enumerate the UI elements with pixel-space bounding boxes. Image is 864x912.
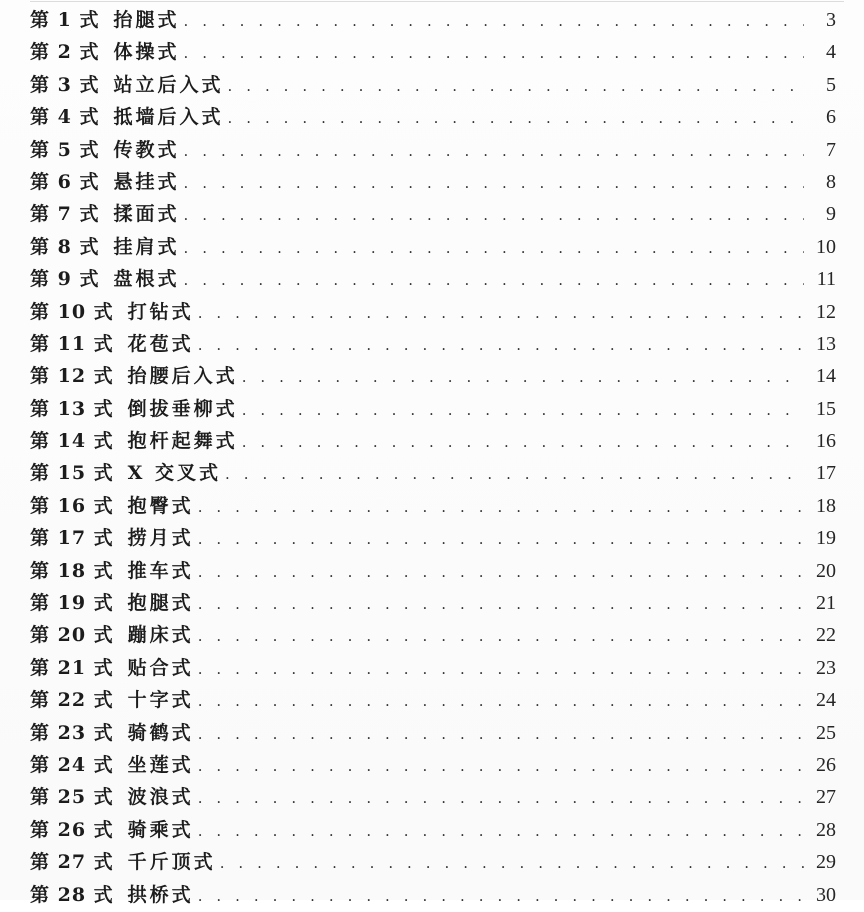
entry-number: 第 11 式 [30, 332, 114, 355]
toc-entry [30, 846, 836, 878]
entry-title: 倒拔垂柳式 [127, 397, 238, 420]
entry-page-number: 23 [816, 656, 836, 679]
toc-entry [30, 328, 836, 360]
entry-title: 盘根式 [113, 268, 180, 291]
entry-page-number: 28 [816, 818, 836, 841]
entry-page-number: 3 [826, 9, 836, 31]
toc-entry [30, 360, 836, 392]
dot-leader [242, 426, 804, 458]
entry-number: 第 17 式 [30, 527, 114, 550]
toc-entry [30, 555, 836, 587]
toc-entry [30, 231, 836, 263]
entry-page-number: 18 [816, 494, 836, 517]
entry-page-number: 10 [816, 235, 836, 258]
toc-entry [30, 490, 836, 522]
dot-leader [227, 70, 804, 102]
entry-title: 悬挂式 [113, 170, 180, 193]
entry-number: 第 23 式 [30, 721, 114, 744]
entry-page-number: 19 [816, 527, 836, 550]
entry-title: 贴合式 [127, 656, 194, 679]
dot-leader [198, 653, 804, 685]
entry-title: 拱桥式 [127, 883, 194, 906]
toc-entry [30, 619, 836, 651]
entry-number: 第 9 式 [30, 268, 100, 291]
entry-title: 波浪式 [127, 786, 194, 809]
dot-leader [198, 685, 804, 717]
entry-title: 千斤顶式 [127, 851, 216, 874]
toc-entry [30, 457, 836, 489]
entry-number: 第 21 式 [30, 656, 114, 679]
entry-page-number: 5 [826, 73, 836, 96]
toc-entry [30, 69, 836, 101]
entry-page-number: 21 [816, 592, 836, 615]
toc-entry [30, 587, 836, 619]
dot-leader [198, 329, 804, 361]
entry-page-number: 22 [816, 624, 836, 647]
dot-leader [198, 620, 804, 652]
dot-leader [198, 750, 804, 782]
entry-page-number: 13 [816, 332, 836, 355]
dot-leader [198, 815, 804, 847]
dot-leader [225, 458, 804, 490]
entry-title: 传教式 [113, 138, 180, 161]
entry-number: 第 18 式 [30, 559, 114, 582]
toc-entry [30, 296, 836, 328]
entry-page-number: 20 [816, 559, 836, 582]
toc-entry [30, 652, 836, 684]
dot-leader [198, 523, 804, 555]
toc-entry [30, 4, 836, 36]
entry-page-number: 8 [826, 170, 836, 193]
entry-page-number: 6 [826, 106, 836, 129]
entry-title: 骑鹤式 [127, 721, 194, 744]
entry-title: 抱杆起舞式 [127, 430, 238, 453]
entry-number: 第 19 式 [30, 592, 114, 615]
dot-leader [183, 135, 804, 167]
entry-title: 抬腰后入式 [127, 365, 238, 388]
entry-page-number: 24 [816, 689, 836, 712]
entry-number: 第 26 式 [30, 818, 114, 841]
toc-entry [30, 781, 836, 813]
entry-page-number: 7 [826, 138, 836, 161]
entry-title: X 交叉式 [127, 462, 222, 485]
entry-page-number: 12 [816, 300, 836, 323]
entry-page-number: 29 [816, 851, 836, 874]
entry-title: 打钻式 [127, 300, 194, 323]
entry-title: 蹦床式 [127, 624, 194, 647]
entry-title: 骑乘式 [127, 818, 194, 841]
entry-page-number: 15 [816, 397, 836, 420]
toc-entry [30, 198, 836, 230]
entry-number: 第 13 式 [30, 397, 114, 420]
dot-leader [227, 102, 804, 134]
entry-number: 第 6 式 [30, 170, 100, 193]
table-of-contents [30, 4, 836, 911]
entry-number: 第 8 式 [30, 235, 100, 258]
dot-leader [183, 199, 804, 231]
entry-page-number: 11 [816, 268, 836, 291]
dot-leader [183, 5, 804, 37]
entry-title: 挂肩式 [113, 235, 180, 258]
dot-leader [198, 880, 804, 912]
entry-number: 第 7 式 [30, 203, 100, 226]
entry-title: 十字式 [127, 689, 194, 712]
toc-entry [30, 425, 836, 457]
entry-title: 站立后入式 [113, 73, 224, 96]
entry-page-number: 25 [816, 721, 836, 744]
entry-number: 第 10 式 [30, 300, 114, 323]
toc-entry [30, 814, 836, 846]
dot-leader [242, 394, 804, 426]
entry-number: 第 25 式 [30, 786, 114, 809]
entry-title: 揉面式 [113, 203, 180, 226]
entry-title: 抱腿式 [127, 592, 194, 615]
entry-number: 第 22 式 [30, 689, 114, 712]
entry-page-number: 17 [816, 462, 836, 485]
entry-page-number: 9 [826, 203, 836, 226]
entry-number: 第 12 式 [30, 365, 114, 388]
toc-entry [30, 879, 836, 911]
dot-leader [198, 588, 804, 620]
entry-number: 第 5 式 [30, 138, 100, 161]
entry-page-number: 14 [816, 365, 836, 388]
dot-leader [220, 847, 804, 879]
dot-leader [198, 718, 804, 750]
entry-number: 第 14 式 [30, 430, 114, 453]
dot-leader [183, 264, 804, 296]
entry-title: 花苞式 [127, 332, 194, 355]
entry-title: 抱臀式 [127, 494, 194, 517]
dot-leader [198, 491, 804, 523]
toc-entry [30, 134, 836, 166]
top-rule [30, 1, 844, 2]
toc-entry [30, 393, 836, 425]
toc-entry [30, 522, 836, 554]
entry-title: 体操式 [113, 41, 180, 64]
entry-page-number: 30 [816, 883, 836, 906]
entry-number: 第 15 式 [30, 462, 114, 485]
entry-page-number: 27 [816, 786, 836, 809]
entry-number: 第 27 式 [30, 851, 114, 874]
entry-title: 推车式 [127, 559, 194, 582]
entry-page-number: 16 [816, 430, 836, 453]
entry-number: 第 2 式 [30, 41, 100, 64]
dot-leader [198, 782, 804, 814]
toc-entry [30, 684, 836, 716]
toc-entry [30, 749, 836, 781]
entry-title: 捞月式 [127, 527, 194, 550]
dot-leader [183, 167, 804, 199]
toc-entry [30, 717, 836, 749]
toc-entry [30, 263, 836, 295]
entry-number: 第 1 式 [30, 9, 100, 31]
entry-number: 第 16 式 [30, 494, 114, 517]
entry-title: 抵墙后入式 [113, 106, 224, 129]
entry-number: 第 20 式 [30, 624, 114, 647]
dot-leader [198, 556, 804, 588]
entry-number: 第 4 式 [30, 106, 100, 129]
toc-entry [30, 36, 836, 68]
dot-leader [242, 361, 804, 393]
dot-leader [183, 232, 804, 264]
toc-entry [30, 166, 836, 198]
dot-leader [183, 37, 804, 69]
entry-number: 第 3 式 [30, 73, 100, 96]
entry-page-number: 26 [816, 753, 836, 776]
entry-title: 坐莲式 [127, 753, 194, 776]
entry-page-number: 4 [826, 41, 836, 64]
entry-title: 抬腿式 [113, 9, 180, 31]
entry-number: 第 24 式 [30, 753, 114, 776]
dot-leader [198, 297, 804, 329]
entry-number: 第 28 式 [30, 883, 114, 906]
toc-entry [30, 101, 836, 133]
